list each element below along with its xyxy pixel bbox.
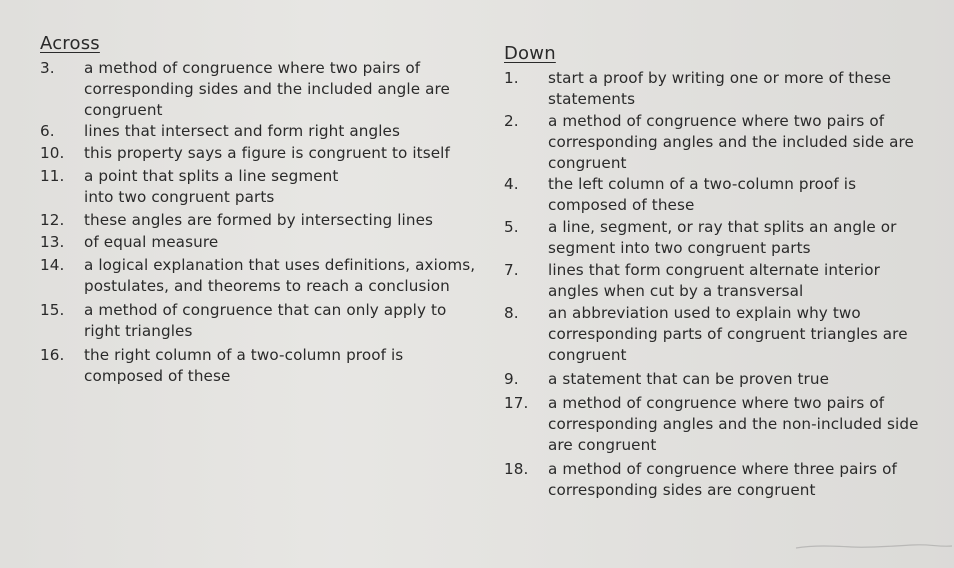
down-clue-7: 7. lines that form congruent alternate interior angles when cut by a transversal (504, 261, 880, 300)
across-heading: Across (40, 33, 100, 54)
across-clue-13: 13. of equal measure (40, 233, 219, 251)
across-clue-15: 15. a method of congruence that can only apply to right triangles (40, 301, 447, 340)
across-clue-12: 12. these angles are formed by intersecting lines (40, 211, 434, 229)
across-clue-16: 16. the right column of a two-column proof is composed of these (40, 346, 404, 385)
across-clue-14: 14. a logical explanation that uses definitions, axioms, postulates, and theorems to reach a conclusion (40, 256, 476, 295)
down-clue-17: 17. a method of congruence where two pairs of corresponding angles and the non-included side are congruent (504, 394, 919, 454)
down-clue-8: 8. an abbreviation used to explain why two corresponding parts of congruent triangles are congruent (504, 304, 908, 364)
down-clue-4: 4. the left column of a two-column proof is composed of these (504, 175, 857, 214)
down-clue-2: 2. a method of congruence where two pairs of corresponding angles and the included side are congruent (504, 112, 914, 172)
faint-footer-mark (794, 538, 954, 556)
down-clue-18: 18. a method of congruence where three pairs of corresponding sides are congruent (504, 460, 897, 499)
down-heading: Down (504, 43, 556, 64)
across-clue-6: 6. lines that intersect and form right angles (40, 122, 400, 140)
across-clue-3: 3. a method of congruence where two pairs of corresponding sides and the included angle are congruent (40, 59, 450, 119)
down-clue-5: 5. a line, segment, or ray that splits an angle or segment into two congruent parts (504, 218, 897, 257)
across-clue-10: 10. this property says a figure is congruent to itself (40, 144, 450, 162)
down-clue-9: 9. a statement that can be proven true (504, 370, 830, 388)
down-clue-1: 1. start a proof by writing one or more of these statements (504, 69, 892, 108)
across-clue-11: 11. a point that splits a line segment into two congruent parts (40, 167, 339, 206)
